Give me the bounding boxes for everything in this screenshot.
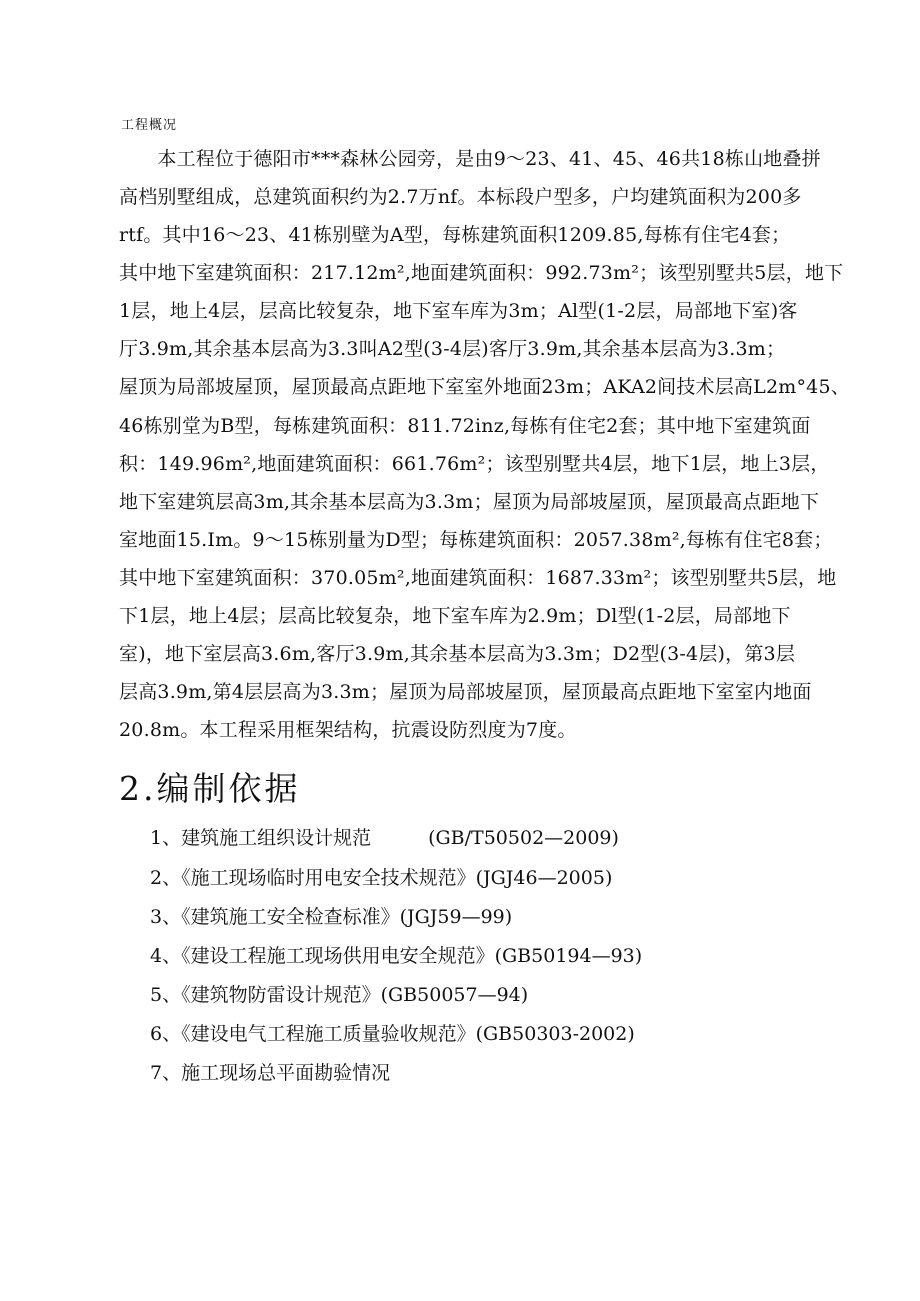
section-label: 工程概况 bbox=[121, 118, 178, 133]
paragraph-line: rtf。其中16～23、41栋别壁为A型，每栋建筑面积1209.85,每栋有住宅4套； bbox=[119, 224, 791, 246]
paragraph-line: 本工程位于德阳市***森林公园旁，是由9～23、41、45、46共18栋山地叠拼 bbox=[119, 148, 821, 170]
paragraph-line: 1层，地上4层，层高比较复杂，地下室车库为3m；Al型(1-2层，局部地下室)客 bbox=[119, 300, 798, 322]
paragraph-line: 其中地下室建筑面积：370.05m²,地面建筑面积：1687.33m²；该型别墅共5层，地 bbox=[119, 567, 837, 589]
paragraph-line: 其中地下室建筑面积：217.12m²,地面建筑面积：992.73m²；该型别墅共5层，地下 bbox=[119, 262, 844, 284]
paragraph-line: 室)，地下室层高3.6m,客厅3.9m,其余基本层高为3.3m；D2型(3-4层)，第3层 bbox=[119, 643, 796, 665]
paragraph-line: 46栋别堂为B型，每栋建筑面积：811.72inz,每栋有住宅2套；其中地下室建筑面 bbox=[119, 415, 811, 437]
reference-item: 6、《建设电气工程施工质量验收规范》(GB50303-2002) bbox=[150, 1023, 635, 1045]
paragraph-line: 20.8m。本工程采用框架结构，抗震设防烈度为7度。 bbox=[119, 719, 577, 741]
paragraph-line: 下1层，地上4层；层高比较复杂，地下室车库为2.9m；Dl型(1-2层，局部地下 bbox=[119, 605, 791, 627]
reference-item: 4、《建设工程施工现场供用电安全规范》(GB50194—93) bbox=[150, 945, 643, 967]
reference-item: 1、建筑施工组织设计规范 (GB/T50502—2009) bbox=[150, 827, 619, 849]
paragraph-line: 厅3.9m,其余基本层高为3.3叫A2型(3-4层)客厅3.9m,其余基本层高为3.3m； bbox=[119, 338, 786, 360]
paragraph-line: 高档别墅组成，总建筑面积约为2.7万nf。本标段户型多，户均建筑面积为200多 bbox=[119, 186, 802, 208]
paragraph-line: 室地面15.Im。9～15栋别量为D型；每栋建筑面积：2057.38m²,每栋有住宅8套； bbox=[119, 529, 833, 551]
paragraph-line: 积：149.96m²,地面建筑面积：661.76m²；该型别墅共4层，地下1层，地上3层， bbox=[119, 453, 830, 475]
paragraph-line: 地下室建筑层高3m,其余基本层高为3.3m；屋顶为局部坡屋顶，屋顶最高点距地下 bbox=[119, 491, 820, 513]
reference-item: 7、施工现场总平面勘验情况 bbox=[150, 1062, 391, 1084]
reference-item: 2、《施工现场临时用电安全技术规范》(JGJ46—2005) bbox=[150, 867, 613, 889]
paragraph-line: 层高3.9m,第4层层高为3.3m；屋顶为局部坡屋顶，屋顶最高点距地下室室内地面 bbox=[119, 681, 812, 703]
reference-item: 5、《建筑物防雷设计规范》(GB50057—94) bbox=[150, 984, 529, 1006]
paragraph-line: 屋顶为局部坡屋顶，屋顶最高点距地下室室外地面23m；AKA2间技术层高L2m°45、 bbox=[119, 376, 850, 398]
section-heading: 2.编制依据 bbox=[119, 769, 301, 808]
reference-item: 3、《建筑施工安全检查标准》(JGJ59—99) bbox=[150, 906, 513, 928]
